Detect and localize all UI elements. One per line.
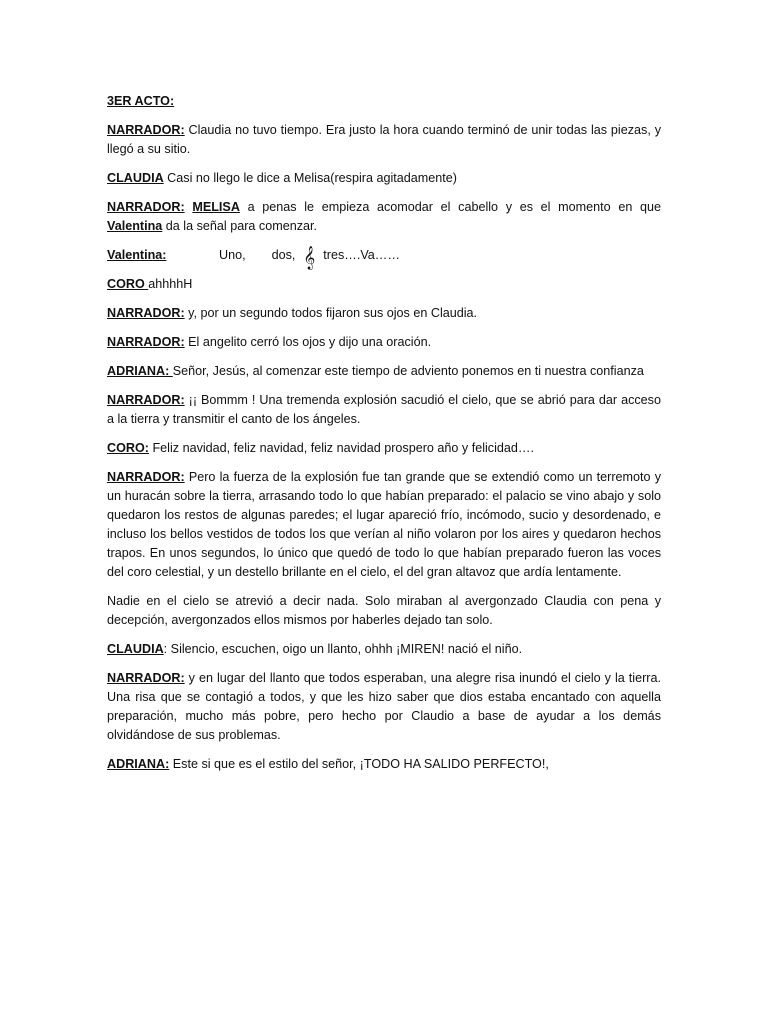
paragraph-narration: [107, 592, 661, 630]
dialogue-text: : Silencio, escuchen, oigo un llanto, ohhh ¡MIREN! nació el niño.: [163, 642, 523, 656]
paragraph-narrador-5: [107, 391, 661, 429]
act-heading: 3ER ACTO:: [107, 94, 175, 108]
paragraph-claudia-2: [107, 640, 661, 659]
speaker-label: NARRADOR:: [107, 335, 185, 349]
speaker-label: NARRADOR:: [107, 306, 185, 320]
paragraph-narrador-6: [107, 468, 661, 582]
dialogue-text: Este si que es el estilo del señor, ¡TODO HA SALIDO PERFECTO!,: [169, 757, 549, 771]
speaker-label: ADRIANA:: [107, 364, 173, 378]
paragraph-claudia-1: [107, 169, 661, 188]
paragraph-narrador-7: [107, 669, 661, 745]
paragraph-adriana-2: [107, 755, 661, 774]
dialogue-text: Claudia no tuvo tiempo. Era justo la hora cuando terminó de unir todas las piezas, y llegó a su sitio.: [107, 123, 661, 156]
count-word-3: tres….Va……: [323, 248, 400, 262]
speaker-label: CLAUDIA: [107, 642, 164, 656]
dialogue-text: Señor, Jesús, al comenzar este tiempo de adviento ponemos en ti nuestra confianza: [172, 364, 644, 378]
speaker-label: NARRADOR:: [107, 393, 185, 407]
dialogue-text: ¡¡ Bommm ! Una tremenda explosión sacudió el cielo, que se abrió para dar acceso a la tierra y transmitir el canto de los ángeles.: [107, 393, 661, 426]
paragraph-narrador-2: [107, 198, 661, 236]
dialogue-text: Casi no llego le dice a Melisa(respira agitadamente): [163, 171, 457, 185]
count-word-1: Uno,: [219, 248, 246, 262]
dialogue-text: ahhhhH: [148, 277, 193, 291]
dialogue-text: y en lugar del llanto que todos esperaban, una alegre risa inundó el cielo y la tierra. Una risa que se contagió a todos, y que les hizo saber que dios estaba encantado con aquella preparación, mucho más pobre, pero hecho por Claudio a base de ayudar a los demás olvidándose de sus problemas.: [107, 671, 661, 742]
speaker-label-melisa: MELISA: [192, 200, 240, 214]
speaker-label-valentina: Valentina: [107, 219, 163, 233]
paragraph-narrador-1: [107, 121, 661, 159]
dialogue-text: Feliz navidad, feliz navidad, feliz navidad prospero año y felicidad….: [148, 441, 535, 455]
speaker-label: CORO: [107, 277, 149, 291]
paragraph-narrador-3: [107, 304, 661, 323]
dialogue-text: El angelito cerró los ojos y dijo una oración.: [184, 335, 432, 349]
script-body: [107, 92, 661, 784]
speaker-label: CORO:: [107, 441, 149, 455]
count-word-2: dos,: [271, 248, 296, 262]
paragraph-coro-1: [107, 275, 661, 294]
speaker-label: Valentina:: [107, 248, 167, 262]
narration-text: Nadie en el cielo se atrevió a decir nada. Solo miraban al avergonzado Claudia con pena y decepción, avergonzados ellos mismos por haberles dejado tan solo.: [107, 594, 661, 627]
dialogue-text: y, por un segundo todos fijaron sus ojos en Claudia.: [184, 306, 478, 320]
speaker-label: NARRADOR:: [107, 671, 185, 685]
speaker-label: NARRADOR:: [107, 470, 185, 484]
paragraph-valentina: [107, 245, 661, 269]
paragraph-adriana-1: [107, 362, 661, 381]
treble-clef-icon: 𝄞: [303, 245, 316, 269]
speaker-label: NARRADOR:: [107, 200, 185, 214]
dialogue-text: a penas le empieza acomodar el cabello y es el momento en que: [239, 200, 662, 214]
paragraph-narrador-4: [107, 333, 661, 352]
dialogue-text: Pero la fuerza de la explosión fue tan grande que se extendió como un terremoto y un huracán sobre la tierra, arrasando todo lo que habían preparado: el palacio se vino abajo y solo quedaron los restos de algunas paredes; el lugar apareció frío, incómodo, sucio y desordenado, e incluso los bellos vestidos de todos los que verían al niño volaron por los aires y quedaron hechos trapos. En unos segundos, lo único que quedó de todo lo que habían preparado fueron las voces del coro celestial, y un destello brillante en el cielo, el del gran altavoz que ardía lentamente.: [107, 470, 661, 579]
speaker-label: ADRIANA:: [107, 757, 170, 771]
speaker-label: CLAUDIA: [107, 171, 164, 185]
speaker-label: NARRADOR:: [107, 123, 185, 137]
dialogue-text-2: da la señal para comenzar.: [162, 219, 318, 233]
paragraph-coro-2: [107, 439, 661, 458]
